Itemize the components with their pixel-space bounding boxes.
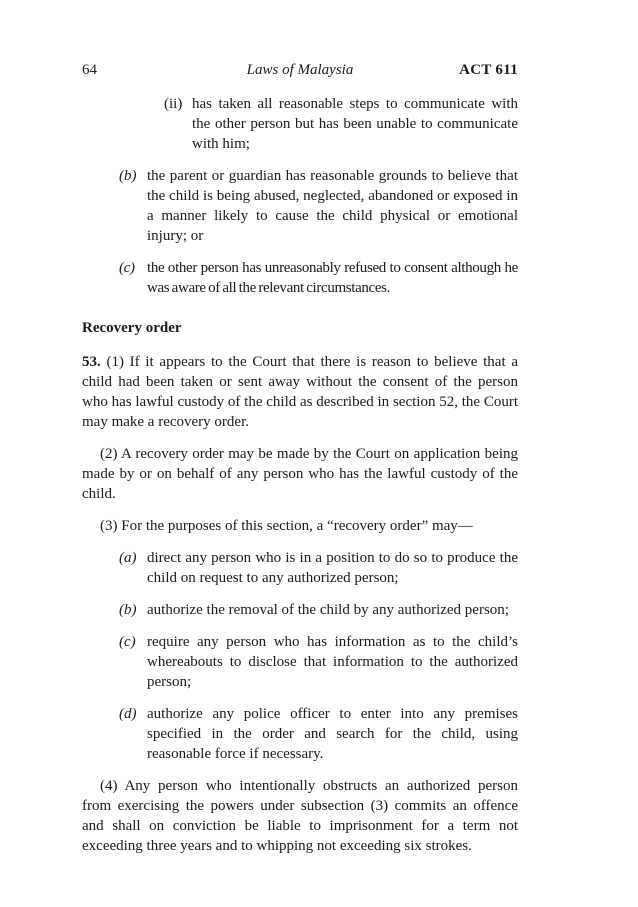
- publication-title: Laws of Malaysia: [246, 62, 354, 78]
- subsection-1: [82, 352, 518, 432]
- item-label: (ii): [164, 96, 183, 112]
- item-label: (b): [119, 168, 137, 184]
- page-number: 64: [82, 62, 97, 78]
- item-label: (c): [119, 260, 135, 276]
- subsection-2: (2) A recovery order may be made by the Court on application being made by or on behalf of any person who has the lawful custody of the child.: [82, 446, 518, 502]
- item-text: the parent or guardian has reasonable grounds to believe that the child is being abused, neglected, abandoned or exposed in a manner likely to cause the child physical or emotional injury; or: [147, 168, 518, 244]
- document-page: [82, 60, 518, 868]
- item-label: (a): [119, 550, 137, 566]
- item-text: authorize the removal of the child by any authorized person;: [147, 602, 509, 618]
- item-text: authorize any police officer to enter into any premises specified in the order and search for the child, using reasonable force if necessary.: [147, 706, 518, 762]
- running-header: [82, 60, 518, 80]
- order-item-b: [82, 600, 518, 620]
- act-number: ACT 611: [459, 62, 518, 78]
- order-item-a: [82, 548, 518, 588]
- item-text: the other person has unreasonably refused to consent although he was aware of all the relevant circumstances.: [147, 260, 518, 296]
- order-item-c: [82, 632, 518, 692]
- subsection-3: (3) For the purposes of this section, a “recovery order” may—: [100, 518, 473, 534]
- paragraph-b: [82, 166, 518, 246]
- subsection-4: (4) Any person who intentionally obstructs an authorized person from exercising the powers under subsection (3) commits an offence and shall on conviction be liable to imprisonment for a term not exceeding three years and to whipping not exceeding six strokes.: [82, 778, 518, 854]
- section-heading: Recovery order: [82, 320, 182, 336]
- subparagraph-ii: [82, 94, 518, 154]
- subsection-text: (1) If it appears to the Court that there is reason to believe that a child had been taken or sent away without the consent of the person who has lawful custody of the child as described in section 52, the Court may make a recovery order.: [82, 354, 519, 430]
- item-label: (b): [119, 602, 137, 618]
- item-text: require any person who has information as to the child’s whereabouts to disclose that information to the authorized person;: [147, 634, 518, 690]
- paragraph-c: [82, 258, 518, 298]
- item-label: (c): [119, 634, 136, 650]
- section-number: 53.: [82, 354, 101, 370]
- item-text: has taken all reasonable steps to communicate with the other person but has been unable to communicate with him;: [192, 96, 518, 152]
- item-text: direct any person who is in a position to do so to produce the child on request to any authorized person;: [147, 550, 518, 586]
- item-label: (d): [119, 706, 137, 722]
- order-item-d: [82, 704, 518, 764]
